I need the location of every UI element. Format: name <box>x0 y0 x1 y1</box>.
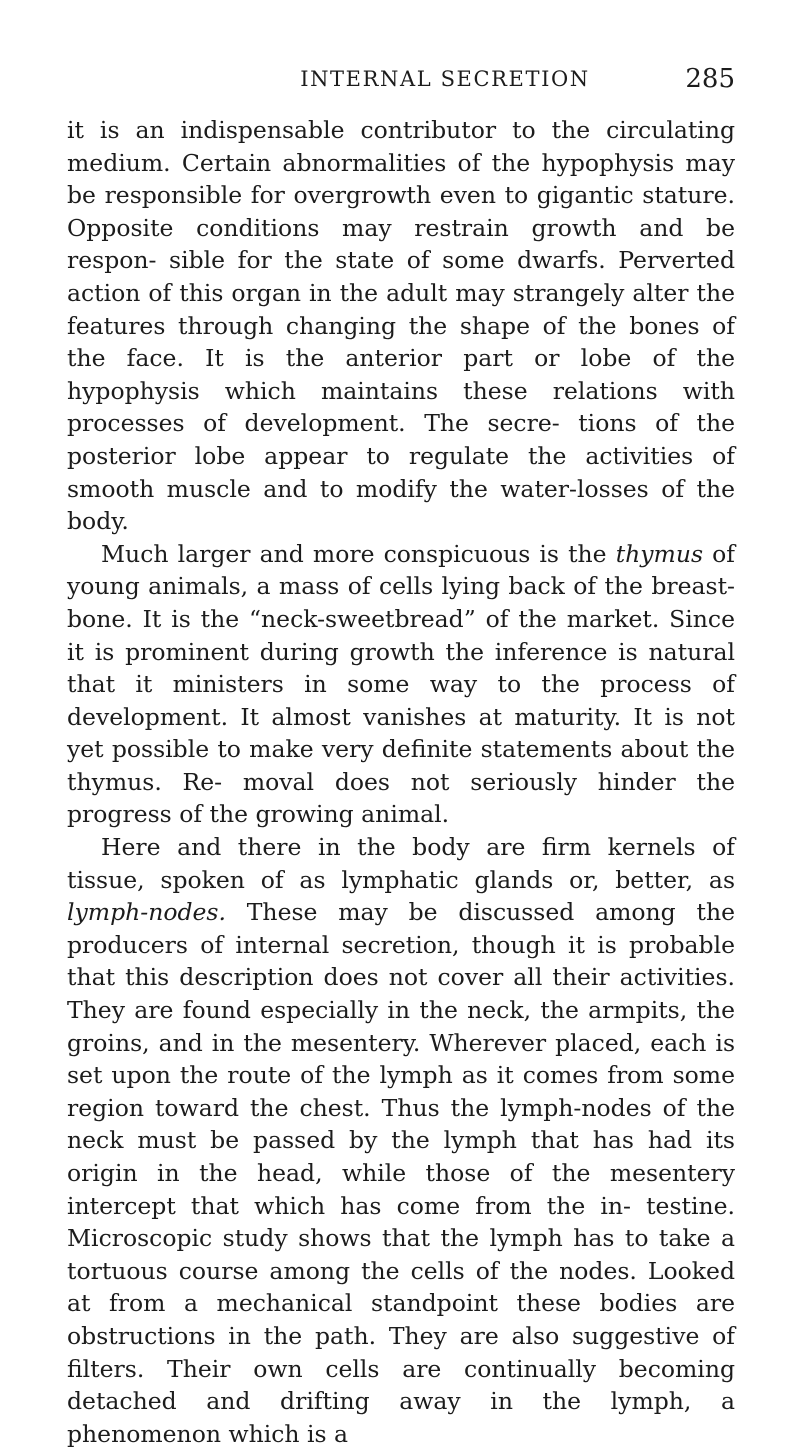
running-title: INTERNAL SECRETION <box>300 67 590 91</box>
page-number: 285 <box>685 64 735 94</box>
paragraph-hypophysis-continued <box>67 114 735 538</box>
paragraph-text: Here and there in the body are firm kernels of tissue, spoken of as lymphatic glands or, better, as <box>67 833 735 894</box>
italic-term-lymph-nodes: lymph-nodes. <box>67 898 226 927</box>
paragraph-text: of young animals, a mass of cells lying back of the breast- bone. It is the “neck-sweetbread” of the market. Since it is prominent during growth the inference is natural that it ministers in some way to the process of development. It almost vanishes at maturity. It is not yet possible to make very definite statements about the thymus. Re- moval does not seriously hinder the progress of the growing animal. <box>67 539 735 829</box>
running-head <box>67 62 735 96</box>
paragraph-text: These may be discussed among the producers of internal secretion, though it is probable that this description does not cover all their activities. They are found especially in the neck, the armpits, the groins, and in the mesentery. Wherever placed, each is set upon the route of the lymph as it comes from some region toward the chest. Thus the lymph-nodes of the neck must be passed by the lymph that has had its origin in the head, while those of the mesentery intercept that which has come from the in- testine. Microscopic study shows that the lymph has to take a tortuous course among the cells of the nodes. Looked at from a mechanical standpoint these bodies are obstructions in the path. They are also suggestive of filters. Their own cells are continually becoming detached and drifting away in the lymph, a phenomenon which is a <box>67 898 735 1448</box>
body-text <box>67 114 735 1450</box>
paragraph-text: it is an indispensable contributor to the circulating medium. Certain abnormalities of the hypophysis may be responsible for overgrowth even to gigantic stature. Opposite conditions may restrain growth and be respon- sible for the state of some dwarfs. Perverted action of this organ in the adult may strangely alter the features through changing the shape of the bones of the face. It is the anterior part or lobe of the hypophysis which maintains these relations with processes of development. The secre- tions of the posterior lobe appear to regulate the activities of smooth muscle and to modify the water-losses of the body. <box>67 116 735 536</box>
paragraph-thymus <box>67 538 735 831</box>
italic-term-thymus: thymus <box>615 539 704 568</box>
paragraph-text: Much larger and more conspicuous is the <box>101 539 616 568</box>
paragraph-lymph-nodes <box>67 831 735 1450</box>
